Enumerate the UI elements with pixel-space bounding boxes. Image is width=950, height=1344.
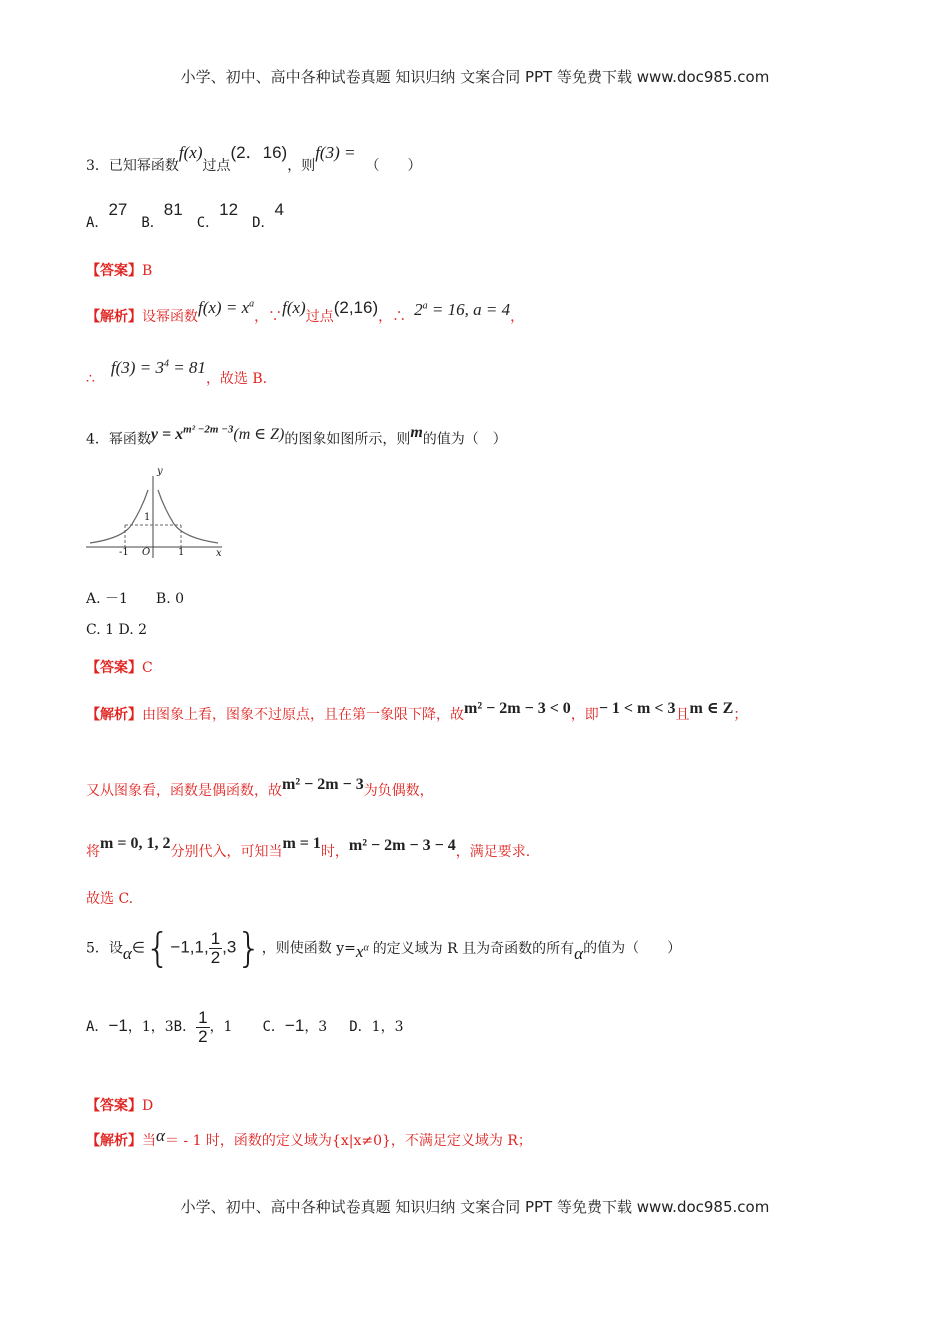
math-point: (2,16): [333, 298, 379, 317]
option-value: ，3: [304, 1019, 328, 1035]
x-tick-neg1: -1: [119, 547, 129, 558]
question-4-options-line-1: A. －1 B. 0: [86, 591, 185, 607]
analysis-text: 又从图象看，函数是偶函数，故: [86, 783, 282, 799]
math-expr: [111, 358, 206, 377]
x-tick-pos1: 1: [178, 547, 185, 558]
set-items: ,3: [222, 937, 237, 957]
analysis-text: ，∵: [254, 309, 283, 325]
math-fx-eq: f(x) = x: [198, 298, 250, 317]
analysis-text: 将: [86, 844, 100, 860]
math-f3: f(3) = 3: [110, 358, 164, 377]
question-3-analysis-line-2: [86, 358, 268, 388]
question-number: 4．: [86, 431, 109, 448]
stem-text: 设: [108, 940, 123, 957]
math-eq: = 16, a = 4: [427, 300, 511, 319]
math-x-alpha: [356, 942, 369, 961]
question-3-answer: [86, 260, 152, 280]
option-label-a: A．: [86, 215, 109, 231]
analysis-text: 为负偶数，: [363, 783, 434, 799]
stem-text: ，则: [287, 158, 316, 174]
fraction-numerator: 1: [198, 1007, 208, 1027]
answer-tag: 【答案】: [86, 263, 142, 279]
option-label-b: B．: [173, 1019, 197, 1035]
option-value: 1，3: [371, 1019, 404, 1035]
question-4-stem: [86, 424, 507, 448]
therefore-symbol: ∴: [86, 371, 95, 387]
set-items: −1,1,: [170, 937, 209, 957]
question-4-analysis-line-4: 故选 C.: [86, 891, 134, 907]
y-axis-label: y: [157, 466, 163, 477]
math-range: − 1 < m < 3: [598, 700, 676, 717]
option-value-d: 4: [274, 200, 284, 219]
option-label-d: D．: [252, 215, 275, 231]
math-func: [151, 426, 284, 443]
question-3-stem: [86, 143, 422, 175]
question-3-options: [86, 200, 284, 232]
question-5-options: [86, 1006, 404, 1047]
option-label-c: C．: [196, 215, 220, 231]
option-value-b: 81: [163, 200, 183, 219]
question-4-analysis-line-1: [86, 700, 748, 724]
math-eq: = 81: [168, 358, 206, 377]
question-4-analysis-line-2: [86, 776, 434, 800]
stem-text: 已知幂函数: [108, 158, 179, 174]
y-tick-1: 1: [144, 512, 151, 523]
fraction-half: [196, 1009, 209, 1046]
analysis-text: 且: [675, 707, 690, 723]
math-condition: m ∈ Z: [689, 700, 734, 717]
math-in-symbol: ∈: [131, 939, 145, 957]
math-expr: [198, 298, 254, 317]
option-label-d: D．: [349, 1019, 372, 1035]
option-value-a: 27: [108, 200, 128, 219]
analysis-text: ＝ - 1 时，函数的定义域为{x|x≠0}，不满足定义域为 R；: [164, 1133, 532, 1149]
analysis-text: 过点: [305, 309, 334, 325]
answer-value: B: [142, 263, 153, 279]
math-alpha: α: [122, 943, 132, 963]
math-m: m: [410, 424, 423, 442]
analysis-text: 由图象上看，图象不过原点，且在第一象限下降，故: [142, 707, 464, 723]
analysis-text: ，故选 B.: [205, 371, 268, 387]
analysis-text: ，∴: [378, 309, 407, 325]
option-label-b: B．: [141, 215, 164, 231]
option-value-c: 12: [219, 200, 239, 219]
header-banner: 小学、初中、高中各种试卷真题 知识归纳 文案合同 PPT 等免费下载 www.doc985.com: [180, 68, 770, 86]
analysis-tag: 【解析】: [86, 1133, 142, 1149]
analysis-tag: 【解析】: [86, 309, 142, 325]
analysis-text: 设幂函数: [142, 309, 198, 325]
math-point: (2．16): [230, 143, 288, 162]
origin-label: O: [142, 547, 151, 558]
fraction-denominator: 2: [210, 948, 221, 968]
question-4-analysis-line-3: [86, 835, 531, 861]
stem-text: 过点: [202, 158, 231, 174]
math-expr: m² − 2m − 3 − 4: [348, 837, 456, 854]
question-5-answer: [86, 1095, 153, 1115]
math-base: y = x: [150, 426, 184, 444]
math-fx: f(x): [178, 143, 203, 162]
math-exponent: m² −2m −3: [183, 424, 234, 436]
question-3-analysis-line-1: [86, 298, 525, 326]
option-label-c: C．: [262, 1019, 285, 1035]
math-m-eq-1: m = 1: [282, 835, 321, 852]
stem-text: 的值为（ ）: [422, 431, 507, 448]
analysis-text: ，满足要求.: [455, 844, 531, 860]
math-sup: a: [249, 298, 255, 310]
question-5-stem: [86, 922, 681, 971]
math-alpha: α: [574, 943, 584, 963]
math-base: 2: [414, 300, 423, 319]
math-sup: 4: [163, 358, 169, 370]
math-base: x: [355, 941, 364, 961]
option-value: ，1: [209, 1019, 233, 1035]
math-inequality: m² − 2m − 3 < 0: [464, 700, 571, 717]
right-brace-icon: }: [236, 925, 262, 972]
math-values: m = 0, 1, 2: [100, 835, 171, 852]
answer-blank: （ ）: [365, 158, 422, 174]
answer-tag: 【答案】: [86, 660, 142, 676]
math-sup: α: [363, 942, 369, 953]
question-4-options-line-2: C. 1 D. 2: [86, 622, 148, 638]
answer-value: C: [142, 660, 153, 676]
option-value: −1: [108, 1016, 128, 1035]
stem-text: 的图象如图所示，则: [284, 431, 411, 448]
fraction-half: [209, 930, 222, 967]
stem-text: 的定义域为 R 且为奇函数的所有: [372, 940, 575, 957]
stem-text: ，则使函数 y=: [261, 940, 356, 957]
analysis-text: 当: [142, 1133, 156, 1149]
analysis-text: ；: [733, 707, 748, 723]
math-f3: f(3) =: [315, 143, 356, 162]
analysis-text: ，: [510, 309, 525, 325]
math-condition: (m ∈ Z): [233, 426, 285, 444]
math-expr: m² − 2m − 3: [282, 776, 364, 793]
stem-text: 的值为（ ）: [583, 940, 682, 957]
answer-value: D: [142, 1098, 154, 1114]
question-4-answer: [86, 657, 153, 677]
question-number: 5．: [86, 940, 109, 957]
analysis-text: 分别代入，可知当: [170, 844, 283, 860]
graph-svg: [84, 468, 226, 564]
fraction-numerator: 1: [210, 929, 221, 949]
stem-text: 幂函数: [108, 431, 151, 448]
math-fx: f(x): [282, 298, 306, 317]
fraction-denominator: 2: [198, 1026, 208, 1046]
question-number: 3．: [86, 158, 109, 174]
left-brace-icon: {: [144, 925, 171, 972]
power-function-graph: [84, 468, 226, 564]
answer-tag: 【答案】: [86, 1098, 142, 1114]
analysis-tag: 【解析】: [86, 707, 142, 723]
math-sup: a: [422, 300, 428, 312]
option-value: −1: [284, 1016, 305, 1035]
footer-banner: 小学、初中、高中各种试卷真题 知识归纳 文案合同 PPT 等免费下载 www.doc985.com: [180, 1198, 770, 1216]
analysis-text: ，即: [570, 707, 599, 723]
x-axis-label: x: [216, 548, 222, 559]
option-value: ，1，3: [127, 1019, 174, 1035]
option-label-a: A．: [86, 1019, 109, 1035]
analysis-text: 时，: [320, 844, 349, 860]
question-5-analysis-line-1: [86, 1126, 532, 1150]
math-expr: [414, 300, 510, 319]
math-alpha: α: [156, 1126, 165, 1145]
